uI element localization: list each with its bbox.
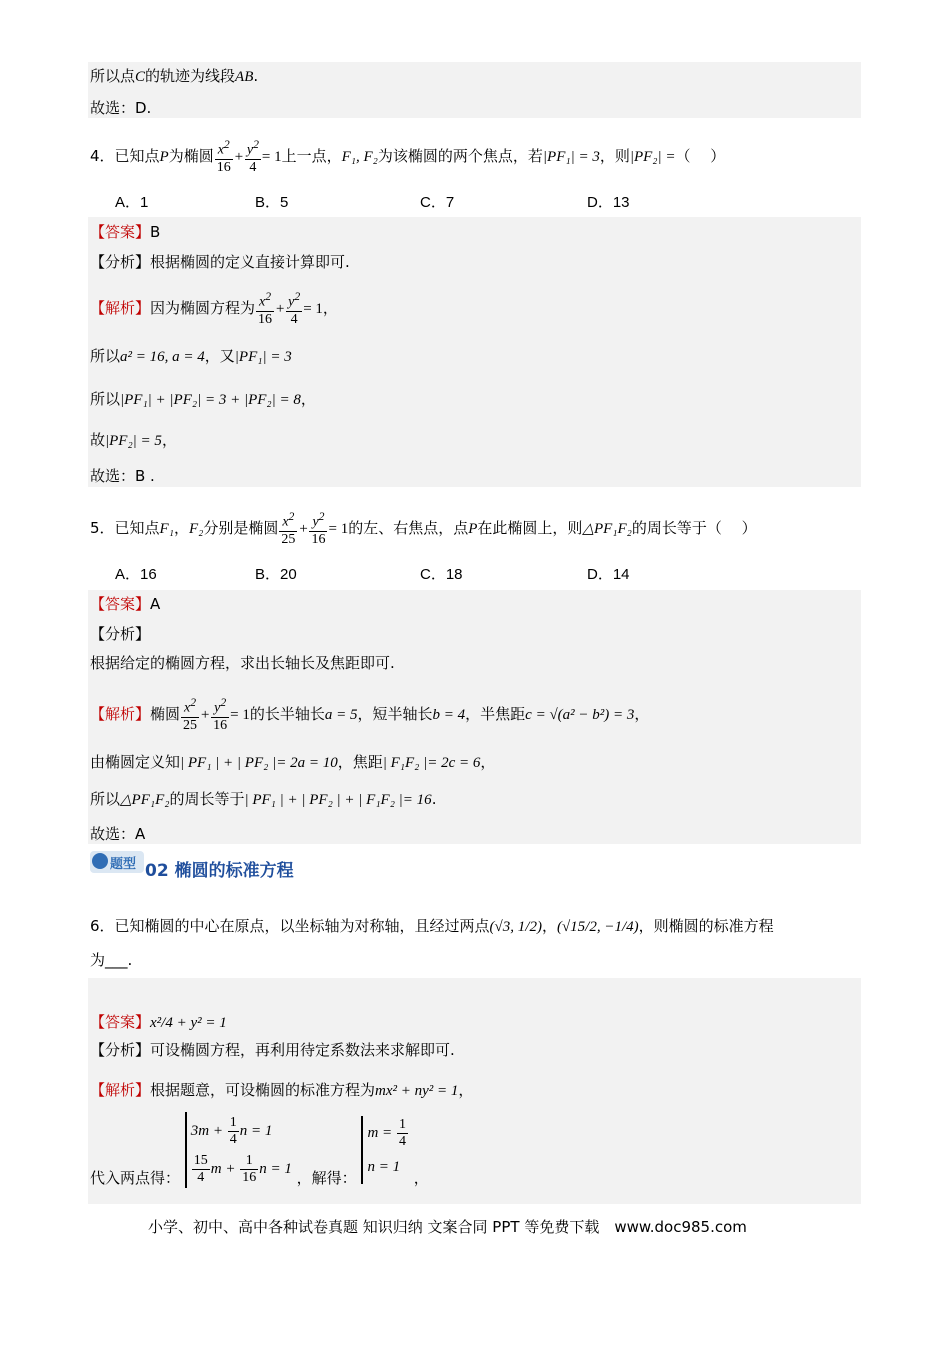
q5-solution-line1: 【解析】椭圆 $\frac{x^2}{25}$ + $\frac{y^2}{16}$ = 1的长半轴长a = 5，短半轴长b = 4，半焦距c = √(a² − b²) = 3， — [90, 696, 650, 733]
q4-solution-line4: 故|PF₂| = 5， — [90, 431, 177, 449]
section-title: 02 椭圆的标准方程 — [145, 861, 294, 881]
prev-solution-line2: 故选：D. — [90, 99, 152, 117]
section-badge-label: 题型 — [110, 857, 137, 872]
q6-analysis: 【分析】可设椭圆方程，再利用待定系数法来求解即可. — [90, 1041, 455, 1059]
q6-stem-line2: 为___. — [90, 951, 133, 969]
q6-solution-line2: 代入两点得： 3m + $\frac{1}{4}$ n = 1 $\frac{15}{4}$ m + $\frac{1}{16}$ n = 1 ，解得： m = $\frac{1}{4}$ n = 1 ， — [90, 1112, 429, 1188]
q4-solution-line2: 所以a² = 16, a = 4，又|PF₁| = 3 — [90, 347, 292, 365]
q5-choice-b: B．20 — [255, 566, 297, 583]
q5-analysis-tag: 【分析】 — [90, 625, 151, 643]
q4-solution-line5: 故选：B . — [90, 467, 155, 485]
q4-choice-c: C．7 — [420, 194, 455, 211]
q5-choice-a: A．16 — [115, 566, 157, 583]
q5-solution-line3: 所以△PF₁F₂的周长等于| PF₁ | + | PF₂ | + | F₁F₂ |= 16. — [90, 790, 437, 808]
q5-solution-line4: 故选：A — [90, 825, 146, 843]
q4-choice-a: A．1 — [115, 194, 149, 211]
q4-analysis: 【分析】根据椭圆的定义直接计算即可. — [90, 253, 350, 271]
q4-choice-d: D．13 — [587, 194, 630, 211]
q6-stem-line1: 6．已知椭圆的中心在原点，以坐标轴为对称轴，且经过两点(√3, 1/2)，(√15/2, −1/4)，则椭圆的标准方程 — [90, 917, 774, 935]
q4-stem: 4．已知点P为椭圆 $\frac{x^2}{16}$ + $\frac{y^2}{4}$ = 1上一点，F₁, F₂为该椭圆的两个焦点，若|PF₁| = 3，则|PF₂| =（ ） — [90, 138, 726, 175]
q6-answer: 【答案】x²/4 + y² = 1 — [90, 1013, 227, 1031]
q4-solution-line3: 所以|PF₁| + |PF₂| = 3 + |PF₂| = 8， — [90, 390, 316, 408]
q6-result: m = $\frac{1}{4}$ n = 1 — [361, 1116, 408, 1184]
q5-analysis: 根据给定的椭圆方程，求出长轴长及焦距即可. — [90, 654, 395, 672]
footer: 小学、初中、高中各种试卷真题 知识归纳 文案合同 PPT 等免费下载 www.doc985.com — [148, 1218, 747, 1236]
q4-solution-line1: 【解析】因为椭圆方程为 $\frac{x^2}{16}$ + $\frac{y^2}{4}$ = 1， — [90, 290, 338, 327]
prev-solution-line1: 所以点C的轨迹为线段AB. — [90, 67, 259, 85]
q5-stem: 5．已知点F₁，F₂分别是椭圆 $\frac{x^2}{25}$ + $\frac{y^2}{16}$ = 1的左、右焦点，点P在此椭圆上，则△PF₁F₂的周长等于（ ） — [90, 510, 757, 547]
section-bullet-icon — [92, 853, 108, 869]
q6-solution-line1: 【解析】根据题意，可设椭圆的标准方程为mx² + ny² = 1， — [90, 1081, 474, 1099]
q4-answer: 【答案】B — [90, 223, 161, 241]
q5-solution-line2: 由椭圆定义知| PF₁ | + | PF₂ |= 2a = 10，焦距| F₁F₂ |= 2c = 6， — [90, 753, 496, 771]
q6-system: 3m + $\frac{1}{4}$ n = 1 $\frac{15}{4}$ m + $\frac{1}{16}$ n = 1 — [185, 1112, 292, 1188]
q5-choice-c: C．18 — [420, 566, 463, 583]
q4-choice-b: B．5 — [255, 194, 289, 211]
q5-choice-d: D．14 — [587, 566, 630, 583]
q5-answer: 【答案】A — [90, 595, 161, 613]
